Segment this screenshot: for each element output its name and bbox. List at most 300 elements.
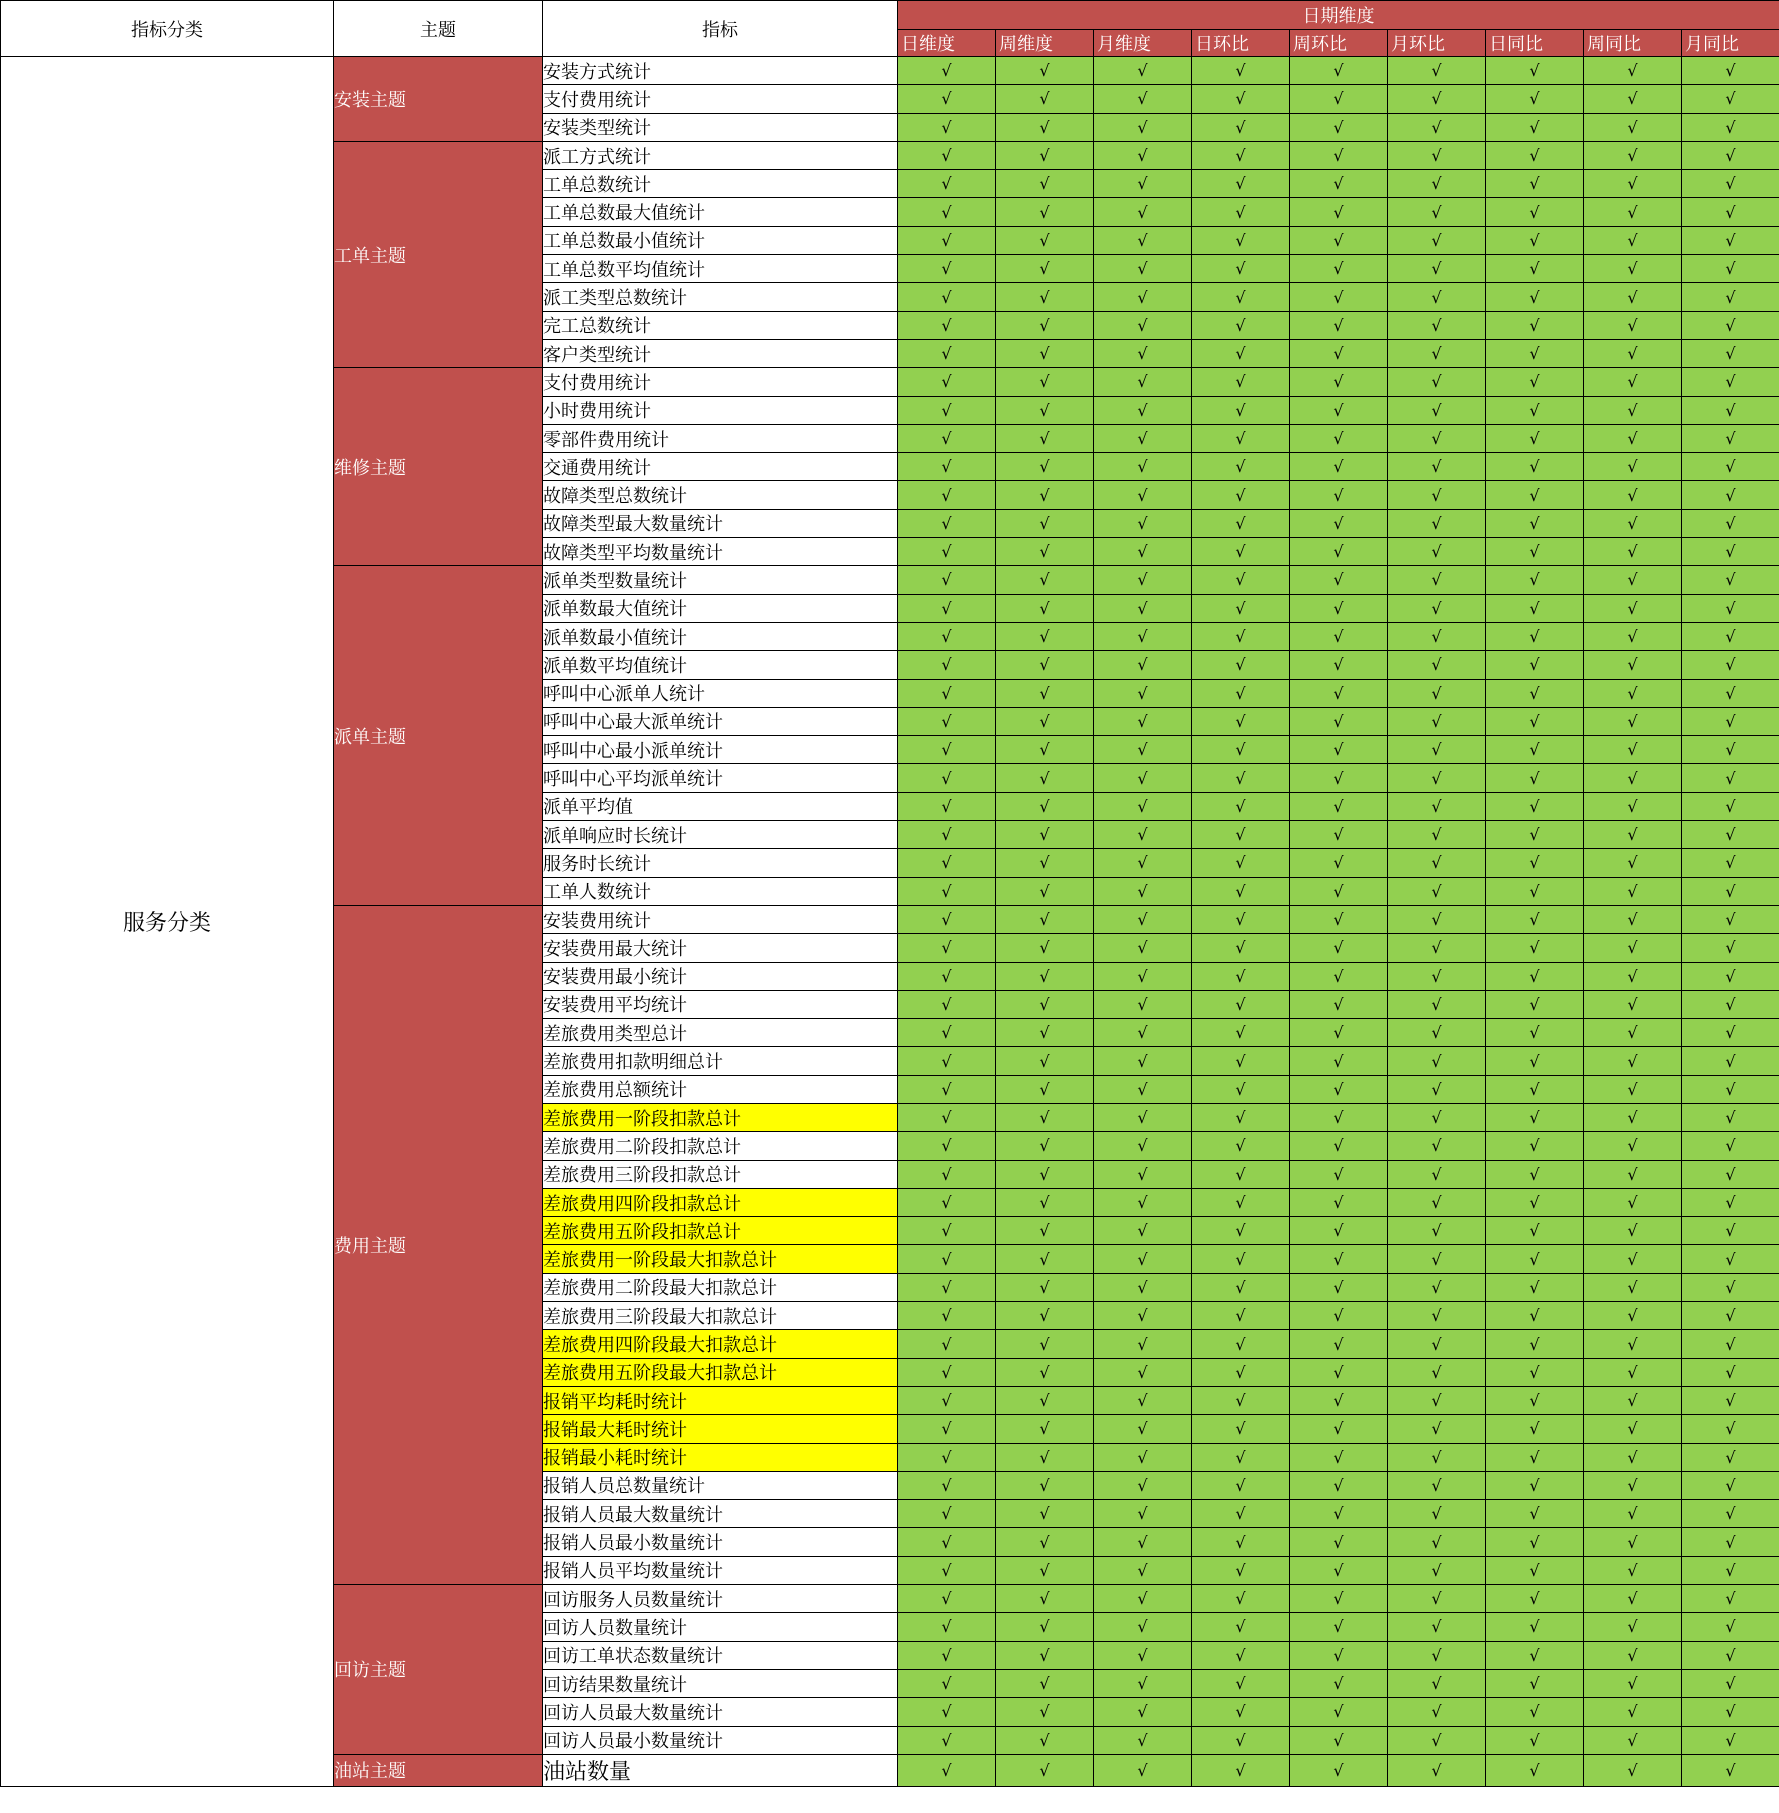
check-cell[interactable]: √ xyxy=(1584,509,1682,537)
check-cell[interactable]: √ xyxy=(898,651,996,679)
check-cell[interactable]: √ xyxy=(1682,1047,1779,1075)
check-cell[interactable]: √ xyxy=(1192,339,1290,367)
check-cell[interactable]: √ xyxy=(898,1217,996,1245)
check-cell[interactable]: √ xyxy=(1486,1415,1584,1443)
check-cell[interactable]: √ xyxy=(1094,1641,1192,1669)
check-cell[interactable]: √ xyxy=(1388,1528,1486,1556)
check-cell[interactable]: √ xyxy=(1584,707,1682,735)
check-cell[interactable]: √ xyxy=(1192,1556,1290,1584)
check-cell[interactable]: √ xyxy=(996,538,1094,566)
check-cell[interactable]: √ xyxy=(1682,339,1779,367)
check-cell[interactable]: √ xyxy=(1388,339,1486,367)
check-cell[interactable]: √ xyxy=(1486,1500,1584,1528)
check-cell[interactable]: √ xyxy=(1584,594,1682,622)
check-cell[interactable]: √ xyxy=(1290,1613,1388,1641)
check-cell[interactable]: √ xyxy=(898,311,996,339)
indicator-cell[interactable]: 客户类型统计 xyxy=(543,339,898,367)
check-cell[interactable]: √ xyxy=(1192,566,1290,594)
check-cell[interactable]: √ xyxy=(1584,339,1682,367)
indicator-cell[interactable]: 差旅费用五阶段扣款总计 xyxy=(543,1217,898,1245)
indicator-cell[interactable]: 小时费用统计 xyxy=(543,396,898,424)
indicator-cell[interactable]: 呼叫中心派单人统计 xyxy=(543,679,898,707)
check-cell[interactable]: √ xyxy=(898,1641,996,1669)
header-date-column[interactable]: 月维度 xyxy=(1094,30,1192,57)
check-cell[interactable]: √ xyxy=(1290,990,1388,1018)
check-cell[interactable]: √ xyxy=(996,113,1094,141)
check-cell[interactable]: √ xyxy=(1388,905,1486,933)
check-cell[interactable]: √ xyxy=(1486,1132,1584,1160)
check-cell[interactable]: √ xyxy=(1486,1641,1584,1669)
check-cell[interactable]: √ xyxy=(1388,679,1486,707)
check-cell[interactable]: √ xyxy=(1486,113,1584,141)
check-cell[interactable]: √ xyxy=(1584,1585,1682,1613)
check-cell[interactable]: √ xyxy=(1388,1698,1486,1726)
check-cell[interactable]: √ xyxy=(898,1188,996,1216)
check-cell[interactable]: √ xyxy=(1584,679,1682,707)
check-cell[interactable]: √ xyxy=(1584,877,1682,905)
check-cell[interactable]: √ xyxy=(996,707,1094,735)
indicator-cell[interactable]: 差旅费用三阶段扣款总计 xyxy=(543,1160,898,1188)
check-cell[interactable]: √ xyxy=(1388,849,1486,877)
check-cell[interactable]: √ xyxy=(996,1528,1094,1556)
indicator-cell[interactable]: 回访人员最大数量统计 xyxy=(543,1698,898,1726)
check-cell[interactable]: √ xyxy=(1682,1019,1779,1047)
check-cell[interactable]: √ xyxy=(996,481,1094,509)
check-cell[interactable]: √ xyxy=(1682,707,1779,735)
check-cell[interactable]: √ xyxy=(898,990,996,1018)
check-cell[interactable]: √ xyxy=(1486,1556,1584,1584)
check-cell[interactable]: √ xyxy=(898,1330,996,1358)
check-cell[interactable]: √ xyxy=(1192,1415,1290,1443)
check-cell[interactable]: √ xyxy=(1584,1500,1682,1528)
check-cell[interactable]: √ xyxy=(1682,566,1779,594)
check-cell[interactable]: √ xyxy=(898,1471,996,1499)
check-cell[interactable]: √ xyxy=(1388,1556,1486,1584)
check-cell[interactable]: √ xyxy=(898,113,996,141)
check-cell[interactable]: √ xyxy=(1192,226,1290,254)
check-cell[interactable]: √ xyxy=(1192,1075,1290,1103)
check-cell[interactable]: √ xyxy=(1584,1386,1682,1414)
check-cell[interactable]: √ xyxy=(1290,651,1388,679)
check-cell[interactable]: √ xyxy=(1584,1188,1682,1216)
check-cell[interactable]: √ xyxy=(898,934,996,962)
check-cell[interactable]: √ xyxy=(1388,509,1486,537)
check-cell[interactable]: √ xyxy=(1682,1188,1779,1216)
indicator-cell[interactable]: 派单平均值 xyxy=(543,792,898,820)
check-cell[interactable]: √ xyxy=(1584,1698,1682,1726)
check-cell[interactable]: √ xyxy=(898,57,996,85)
check-cell[interactable]: √ xyxy=(1486,1698,1584,1726)
check-cell[interactable]: √ xyxy=(898,424,996,452)
check-cell[interactable]: √ xyxy=(1290,283,1388,311)
check-cell[interactable]: √ xyxy=(1094,877,1192,905)
check-cell[interactable]: √ xyxy=(1094,1047,1192,1075)
check-cell[interactable]: √ xyxy=(1682,1754,1779,1786)
check-cell[interactable]: √ xyxy=(1290,1500,1388,1528)
check-cell[interactable]: √ xyxy=(1388,1132,1486,1160)
check-cell[interactable]: √ xyxy=(1486,1217,1584,1245)
check-cell[interactable]: √ xyxy=(1192,1047,1290,1075)
check-cell[interactable]: √ xyxy=(1388,226,1486,254)
check-cell[interactable]: √ xyxy=(1486,226,1584,254)
check-cell[interactable]: √ xyxy=(1388,198,1486,226)
check-cell[interactable]: √ xyxy=(1290,311,1388,339)
indicator-cell[interactable]: 差旅费用二阶段扣款总计 xyxy=(543,1132,898,1160)
check-cell[interactable]: √ xyxy=(1584,396,1682,424)
check-cell[interactable]: √ xyxy=(1290,339,1388,367)
check-cell[interactable]: √ xyxy=(1584,651,1682,679)
check-cell[interactable]: √ xyxy=(996,509,1094,537)
check-cell[interactable]: √ xyxy=(1192,1302,1290,1330)
check-cell[interactable]: √ xyxy=(1584,1613,1682,1641)
check-cell[interactable]: √ xyxy=(1290,226,1388,254)
check-cell[interactable]: √ xyxy=(1682,1556,1779,1584)
check-cell[interactable]: √ xyxy=(1388,1047,1486,1075)
check-cell[interactable]: √ xyxy=(1388,311,1486,339)
check-cell[interactable]: √ xyxy=(1584,255,1682,283)
check-cell[interactable]: √ xyxy=(1192,1160,1290,1188)
indicator-cell[interactable]: 报销人员平均数量统计 xyxy=(543,1556,898,1584)
check-cell[interactable]: √ xyxy=(1094,1358,1192,1386)
check-cell[interactable]: √ xyxy=(996,226,1094,254)
check-cell[interactable]: √ xyxy=(1290,905,1388,933)
check-cell[interactable]: √ xyxy=(898,1302,996,1330)
check-cell[interactable]: √ xyxy=(1290,1075,1388,1103)
check-cell[interactable]: √ xyxy=(1192,481,1290,509)
check-cell[interactable]: √ xyxy=(898,368,996,396)
check-cell[interactable]: √ xyxy=(1486,1302,1584,1330)
check-cell[interactable]: √ xyxy=(1388,1471,1486,1499)
check-cell[interactable]: √ xyxy=(996,1330,1094,1358)
check-cell[interactable]: √ xyxy=(1192,679,1290,707)
header-date-column[interactable]: 月环比 xyxy=(1388,30,1486,57)
check-cell[interactable]: √ xyxy=(1290,170,1388,198)
check-cell[interactable]: √ xyxy=(1682,821,1779,849)
check-cell[interactable]: √ xyxy=(996,1556,1094,1584)
check-cell[interactable]: √ xyxy=(1486,566,1584,594)
check-cell[interactable]: √ xyxy=(1290,1528,1388,1556)
check-cell[interactable]: √ xyxy=(1094,1330,1192,1358)
check-cell[interactable]: √ xyxy=(1290,821,1388,849)
check-cell[interactable]: √ xyxy=(996,736,1094,764)
check-cell[interactable]: √ xyxy=(1290,594,1388,622)
check-cell[interactable]: √ xyxy=(1486,792,1584,820)
check-cell[interactable]: √ xyxy=(898,1754,996,1786)
check-cell[interactable]: √ xyxy=(996,311,1094,339)
header-date-column[interactable]: 日同比 xyxy=(1486,30,1584,57)
check-cell[interactable]: √ xyxy=(1094,113,1192,141)
check-cell[interactable]: √ xyxy=(1094,1613,1192,1641)
check-cell[interactable]: √ xyxy=(1290,849,1388,877)
check-cell[interactable]: √ xyxy=(1094,651,1192,679)
check-cell[interactable]: √ xyxy=(1388,566,1486,594)
check-cell[interactable]: √ xyxy=(1094,57,1192,85)
check-cell[interactable]: √ xyxy=(996,198,1094,226)
indicator-cell[interactable]: 安装方式统计 xyxy=(543,57,898,85)
check-cell[interactable]: √ xyxy=(1486,1358,1584,1386)
check-cell[interactable]: √ xyxy=(1682,905,1779,933)
check-cell[interactable]: √ xyxy=(1486,1669,1584,1697)
check-cell[interactable]: √ xyxy=(996,1641,1094,1669)
header-date-column[interactable]: 日维度 xyxy=(898,30,996,57)
check-cell[interactable]: √ xyxy=(1094,1556,1192,1584)
check-cell[interactable]: √ xyxy=(1682,1075,1779,1103)
check-cell[interactable]: √ xyxy=(1584,1754,1682,1786)
check-cell[interactable]: √ xyxy=(996,283,1094,311)
check-cell[interactable]: √ xyxy=(1584,1132,1682,1160)
check-cell[interactable]: √ xyxy=(1094,1698,1192,1726)
indicator-cell[interactable]: 故障类型平均数量统计 xyxy=(543,538,898,566)
indicator-cell[interactable]: 工单总数平均值统计 xyxy=(543,255,898,283)
check-cell[interactable]: √ xyxy=(1192,1217,1290,1245)
topic-cell[interactable]: 工单主题 xyxy=(334,141,543,367)
check-cell[interactable]: √ xyxy=(1388,764,1486,792)
check-cell[interactable]: √ xyxy=(1584,453,1682,481)
check-cell[interactable]: √ xyxy=(1094,1132,1192,1160)
check-cell[interactable]: √ xyxy=(1486,85,1584,113)
check-cell[interactable]: √ xyxy=(1388,368,1486,396)
indicator-cell[interactable]: 差旅费用类型总计 xyxy=(543,1019,898,1047)
check-cell[interactable]: √ xyxy=(1388,113,1486,141)
check-cell[interactable]: √ xyxy=(898,821,996,849)
check-cell[interactable]: √ xyxy=(1682,424,1779,452)
check-cell[interactable]: √ xyxy=(996,1500,1094,1528)
check-cell[interactable]: √ xyxy=(996,1443,1094,1471)
check-cell[interactable]: √ xyxy=(1290,509,1388,537)
check-cell[interactable]: √ xyxy=(1192,1245,1290,1273)
check-cell[interactable]: √ xyxy=(1682,934,1779,962)
check-cell[interactable]: √ xyxy=(1682,1386,1779,1414)
check-cell[interactable]: √ xyxy=(1682,1641,1779,1669)
check-cell[interactable]: √ xyxy=(1192,170,1290,198)
check-cell[interactable]: √ xyxy=(1682,1698,1779,1726)
check-cell[interactable]: √ xyxy=(1682,141,1779,169)
indicator-cell[interactable]: 差旅费用二阶段最大扣款总计 xyxy=(543,1273,898,1301)
check-cell[interactable]: √ xyxy=(1192,396,1290,424)
check-cell[interactable]: √ xyxy=(898,509,996,537)
check-cell[interactable]: √ xyxy=(1486,1386,1584,1414)
check-cell[interactable]: √ xyxy=(1290,85,1388,113)
check-cell[interactable]: √ xyxy=(1486,622,1584,650)
check-cell[interactable]: √ xyxy=(1094,368,1192,396)
check-cell[interactable]: √ xyxy=(1682,1103,1779,1131)
check-cell[interactable]: √ xyxy=(1290,877,1388,905)
check-cell[interactable]: √ xyxy=(1682,1528,1779,1556)
check-cell[interactable]: √ xyxy=(1388,57,1486,85)
indicator-cell[interactable]: 呼叫中心平均派单统计 xyxy=(543,764,898,792)
check-cell[interactable]: √ xyxy=(1584,1075,1682,1103)
check-cell[interactable]: √ xyxy=(1290,566,1388,594)
check-cell[interactable]: √ xyxy=(1290,1273,1388,1301)
indicator-cell[interactable]: 派单数最大值统计 xyxy=(543,594,898,622)
check-cell[interactable]: √ xyxy=(996,368,1094,396)
header-indicator[interactable]: 指标 xyxy=(543,1,898,57)
check-cell[interactable]: √ xyxy=(1290,1019,1388,1047)
check-cell[interactable]: √ xyxy=(1682,622,1779,650)
check-cell[interactable]: √ xyxy=(1094,1103,1192,1131)
check-cell[interactable]: √ xyxy=(1486,1471,1584,1499)
check-cell[interactable]: √ xyxy=(1486,1103,1584,1131)
check-cell[interactable]: √ xyxy=(1682,1245,1779,1273)
check-cell[interactable]: √ xyxy=(1584,821,1682,849)
check-cell[interactable]: √ xyxy=(1584,849,1682,877)
check-cell[interactable]: √ xyxy=(1682,1160,1779,1188)
header-date-column[interactable]: 日环比 xyxy=(1192,30,1290,57)
check-cell[interactable]: √ xyxy=(1094,1245,1192,1273)
check-cell[interactable]: √ xyxy=(1290,481,1388,509)
check-cell[interactable]: √ xyxy=(1486,311,1584,339)
check-cell[interactable]: √ xyxy=(1094,85,1192,113)
check-cell[interactable]: √ xyxy=(1094,1188,1192,1216)
check-cell[interactable]: √ xyxy=(996,651,1094,679)
check-cell[interactable]: √ xyxy=(1192,707,1290,735)
check-cell[interactable]: √ xyxy=(898,1613,996,1641)
check-cell[interactable]: √ xyxy=(1290,1188,1388,1216)
check-cell[interactable]: √ xyxy=(1584,1726,1682,1754)
check-cell[interactable]: √ xyxy=(1290,1330,1388,1358)
check-cell[interactable]: √ xyxy=(996,1585,1094,1613)
check-cell[interactable]: √ xyxy=(1682,651,1779,679)
check-cell[interactable]: √ xyxy=(1290,1132,1388,1160)
check-cell[interactable]: √ xyxy=(1290,1754,1388,1786)
check-cell[interactable]: √ xyxy=(898,1528,996,1556)
check-cell[interactable]: √ xyxy=(1290,396,1388,424)
check-cell[interactable]: √ xyxy=(1094,1500,1192,1528)
check-cell[interactable]: √ xyxy=(898,453,996,481)
check-cell[interactable]: √ xyxy=(996,1160,1094,1188)
check-cell[interactable]: √ xyxy=(1192,424,1290,452)
check-cell[interactable]: √ xyxy=(1584,311,1682,339)
check-cell[interactable]: √ xyxy=(1486,1047,1584,1075)
check-cell[interactable]: √ xyxy=(1584,622,1682,650)
check-cell[interactable]: √ xyxy=(1584,1217,1682,1245)
check-cell[interactable]: √ xyxy=(1094,990,1192,1018)
check-cell[interactable]: √ xyxy=(1486,538,1584,566)
check-cell[interactable]: √ xyxy=(1486,396,1584,424)
check-cell[interactable]: √ xyxy=(1682,226,1779,254)
check-cell[interactable]: √ xyxy=(1290,934,1388,962)
check-cell[interactable]: √ xyxy=(996,57,1094,85)
check-cell[interactable]: √ xyxy=(1388,990,1486,1018)
check-cell[interactable]: √ xyxy=(996,1075,1094,1103)
check-cell[interactable]: √ xyxy=(898,1273,996,1301)
check-cell[interactable]: √ xyxy=(1584,1528,1682,1556)
check-cell[interactable]: √ xyxy=(1290,113,1388,141)
check-cell[interactable]: √ xyxy=(1094,1160,1192,1188)
check-cell[interactable]: √ xyxy=(996,1726,1094,1754)
check-cell[interactable]: √ xyxy=(996,339,1094,367)
check-cell[interactable]: √ xyxy=(1486,1613,1584,1641)
check-cell[interactable]: √ xyxy=(1094,1415,1192,1443)
check-cell[interactable]: √ xyxy=(1192,1500,1290,1528)
header-category[interactable]: 指标分类 xyxy=(1,1,334,57)
check-cell[interactable]: √ xyxy=(1486,905,1584,933)
check-cell[interactable]: √ xyxy=(1682,1415,1779,1443)
check-cell[interactable]: √ xyxy=(996,1386,1094,1414)
check-cell[interactable]: √ xyxy=(1094,538,1192,566)
check-cell[interactable]: √ xyxy=(1584,1019,1682,1047)
check-cell[interactable]: √ xyxy=(996,1103,1094,1131)
check-cell[interactable]: √ xyxy=(1388,85,1486,113)
check-cell[interactable]: √ xyxy=(996,1302,1094,1330)
check-cell[interactable]: √ xyxy=(1486,707,1584,735)
check-cell[interactable]: √ xyxy=(1094,481,1192,509)
indicator-cell[interactable]: 差旅费用四阶段最大扣款总计 xyxy=(543,1330,898,1358)
check-cell[interactable]: √ xyxy=(1290,198,1388,226)
indicator-cell[interactable]: 派单数平均值统计 xyxy=(543,651,898,679)
check-cell[interactable]: √ xyxy=(1290,736,1388,764)
topic-cell[interactable]: 维修主题 xyxy=(334,368,543,566)
check-cell[interactable]: √ xyxy=(1388,1273,1486,1301)
check-cell[interactable]: √ xyxy=(1682,792,1779,820)
check-cell[interactable]: √ xyxy=(1486,283,1584,311)
indicator-cell[interactable]: 支付费用统计 xyxy=(543,368,898,396)
check-cell[interactable]: √ xyxy=(1192,1641,1290,1669)
check-cell[interactable]: √ xyxy=(996,1217,1094,1245)
check-cell[interactable]: √ xyxy=(1094,1585,1192,1613)
check-cell[interactable]: √ xyxy=(1094,736,1192,764)
check-cell[interactable]: √ xyxy=(1290,1471,1388,1499)
check-cell[interactable]: √ xyxy=(1192,1669,1290,1697)
indicator-cell[interactable]: 派单响应时长统计 xyxy=(543,821,898,849)
indicator-cell[interactable]: 派单数最小值统计 xyxy=(543,622,898,650)
header-date-column[interactable]: 周环比 xyxy=(1290,30,1388,57)
check-cell[interactable]: √ xyxy=(1290,1217,1388,1245)
check-cell[interactable]: √ xyxy=(1388,1613,1486,1641)
check-cell[interactable]: √ xyxy=(1486,1585,1584,1613)
check-cell[interactable]: √ xyxy=(1682,1443,1779,1471)
check-cell[interactable]: √ xyxy=(996,396,1094,424)
check-cell[interactable]: √ xyxy=(1682,538,1779,566)
check-cell[interactable]: √ xyxy=(1192,198,1290,226)
check-cell[interactable]: √ xyxy=(996,1019,1094,1047)
check-cell[interactable]: √ xyxy=(1094,1471,1192,1499)
check-cell[interactable]: √ xyxy=(1192,1330,1290,1358)
indicator-cell[interactable]: 服务时长统计 xyxy=(543,849,898,877)
check-cell[interactable]: √ xyxy=(1094,1273,1192,1301)
check-cell[interactable]: √ xyxy=(1290,622,1388,650)
check-cell[interactable]: √ xyxy=(898,1556,996,1584)
check-cell[interactable]: √ xyxy=(898,85,996,113)
indicator-cell[interactable]: 派工方式统计 xyxy=(543,141,898,169)
check-cell[interactable]: √ xyxy=(1192,1019,1290,1047)
check-cell[interactable]: √ xyxy=(898,1585,996,1613)
indicator-cell[interactable]: 安装费用最小统计 xyxy=(543,962,898,990)
check-cell[interactable]: √ xyxy=(996,1415,1094,1443)
indicator-cell[interactable]: 零部件费用统计 xyxy=(543,424,898,452)
check-cell[interactable]: √ xyxy=(1094,1669,1192,1697)
check-cell[interactable]: √ xyxy=(1486,1726,1584,1754)
check-cell[interactable]: √ xyxy=(1094,311,1192,339)
indicator-cell[interactable]: 差旅费用四阶段扣款总计 xyxy=(543,1188,898,1216)
check-cell[interactable]: √ xyxy=(1682,481,1779,509)
check-cell[interactable]: √ xyxy=(1094,170,1192,198)
check-cell[interactable]: √ xyxy=(1094,1754,1192,1786)
check-cell[interactable]: √ xyxy=(898,849,996,877)
check-cell[interactable]: √ xyxy=(1682,1358,1779,1386)
check-cell[interactable]: √ xyxy=(1486,962,1584,990)
check-cell[interactable]: √ xyxy=(1192,1273,1290,1301)
check-cell[interactable]: √ xyxy=(898,1358,996,1386)
check-cell[interactable]: √ xyxy=(898,1160,996,1188)
check-cell[interactable]: √ xyxy=(996,622,1094,650)
check-cell[interactable]: √ xyxy=(996,764,1094,792)
check-cell[interactable]: √ xyxy=(1094,396,1192,424)
check-cell[interactable]: √ xyxy=(898,339,996,367)
check-cell[interactable]: √ xyxy=(1584,1302,1682,1330)
check-cell[interactable]: √ xyxy=(1192,821,1290,849)
check-cell[interactable]: √ xyxy=(1486,1443,1584,1471)
